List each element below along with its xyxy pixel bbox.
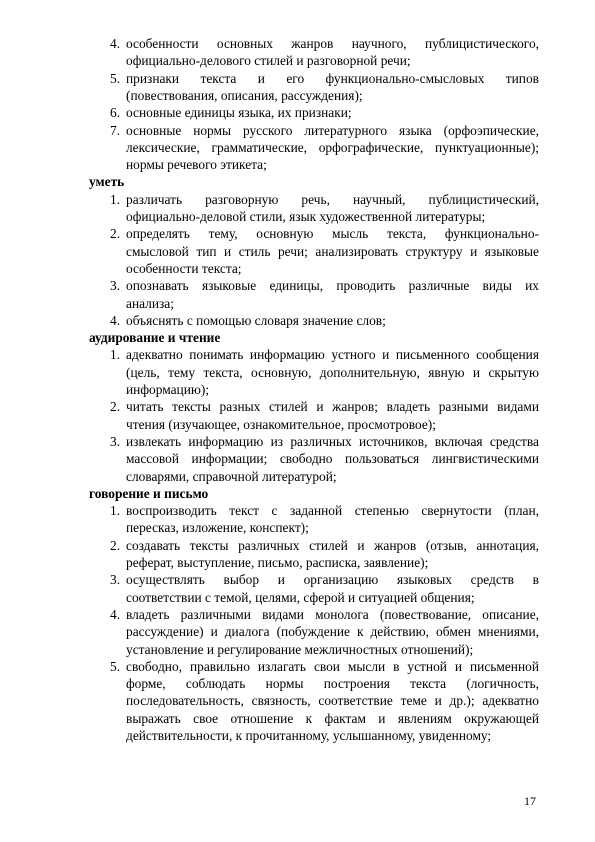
list-item-text: смысловой тип и стиль речи; анализировать структуру и языковые [126, 243, 539, 259]
list-item-line [89, 416, 539, 433]
list-item-line [89, 606, 539, 623]
list-item-text: чтения (изучающее, ознакомительное, просмотровое); [126, 416, 436, 432]
list-item-line [89, 35, 539, 52]
list-item-number: 2. [110, 537, 121, 553]
list-item-line [89, 675, 539, 692]
list-item-text: особенности текста; [126, 260, 242, 276]
list-item-text: установление и регулирование межличностных отношений); [126, 641, 474, 657]
list-item-number: 6. [110, 105, 121, 121]
list-item-line [89, 87, 539, 104]
section-heading: уметь [89, 174, 125, 190]
list-item-text: осуществлять выбор и организацию языковых средств в [126, 572, 539, 588]
list-item-text: (цель, тему текста, основную, дополнительную, явную и скрытую [126, 364, 539, 380]
list-item-number: 1. [110, 347, 121, 363]
list-item-text: выражать свое отношение к фактам и явлениям окружающей [126, 710, 539, 726]
section-heading: аудирование и чтение [89, 330, 221, 346]
list-item-text: официально-деловой стили, язык художественной литературы; [126, 209, 486, 224]
list-item-number: 4. [110, 606, 121, 622]
list-item-text: рассуждение) и диалога (побуждение к действию, обмен мнениями, [126, 624, 539, 640]
list-item-text: соответствии с темой, целями, сферой и ситуацией общения; [126, 589, 475, 605]
list-item-text: словарями, справочной литературой; [126, 468, 337, 484]
list-item-line [89, 554, 539, 571]
list-item-line [89, 468, 539, 485]
list-item-text: основные единицы языка, их признаки; [126, 105, 352, 121]
list-item-line [89, 641, 539, 658]
list-item-number: 3. [110, 278, 121, 294]
list-item-line [89, 537, 539, 554]
list-item-line [89, 346, 539, 363]
list-item-line [89, 70, 539, 87]
list-item-number: 3. [110, 433, 121, 449]
list-item-number: 2. [110, 226, 121, 242]
list-item-text: извлекать информацию из различных источников, включая средства [126, 433, 539, 449]
list-item-number: 7. [110, 122, 121, 138]
list-item-line [89, 658, 539, 675]
list-item-line [89, 52, 539, 69]
list-item-text: официально-делового стилей и разговорной речи; [126, 53, 411, 69]
list-item-line [89, 398, 539, 415]
list-item-line [89, 122, 539, 139]
list-item-line [89, 502, 539, 519]
list-item-text: лексические, грамматические, орфографические, пунктуационные); [126, 139, 539, 155]
list-item-text: признаки текста и его функционально-смысловых типов [126, 70, 539, 86]
list-item-text: свободно, правильно излагать свои мысли в устной и письменной [126, 658, 539, 674]
list-item-text: создавать тексты различных стилей и жанров (отзыв, аннотация, [126, 537, 539, 553]
list-item-number: 5. [110, 70, 121, 86]
list-item-text: опознавать языковые единицы, проводить различные виды их [126, 278, 539, 294]
list-item-number: 3. [110, 572, 121, 588]
list-item-number: 4. [110, 36, 121, 51]
list-item-text: пересказ, изложение, конспект); [126, 520, 309, 536]
list-item-line [89, 104, 539, 121]
list-item-text: основные нормы русского литературного языка (орфоэпические, [126, 122, 539, 138]
list-item-line [89, 727, 539, 744]
list-item-line [89, 623, 539, 640]
list-item-text: форме, соблюдать нормы построения текста (логичность, [126, 676, 539, 692]
list-item-line [89, 277, 539, 294]
list-item-line [89, 364, 539, 381]
list-item-line [89, 692, 539, 709]
list-item-line [89, 260, 539, 277]
list-item-text: (повествования, описания, рассуждения); [126, 87, 363, 103]
list-item-line [89, 243, 539, 260]
list-item-line [89, 139, 539, 156]
list-item-text: информацию); [126, 382, 210, 397]
list-item-number: 1. [110, 191, 121, 207]
list-item-line [89, 433, 539, 450]
list-item-text: различать разговорную речь, научный, публицистический, [126, 191, 539, 207]
list-item-line [89, 519, 539, 536]
list-item-number: 1. [110, 503, 121, 519]
list-item-text: адекватно понимать информацию устного и письменного сообщения [126, 347, 539, 363]
list-item-text: владеть различными видами монолога (повествование, описание, [126, 606, 539, 622]
list-item-text: объяснять с помощью словаря значение слов; [126, 312, 386, 328]
list-item-text: определять тему, основную мысль текста, функционально- [126, 226, 539, 242]
list-item-line [89, 450, 539, 467]
list-item-line [89, 225, 539, 242]
list-item-text: действительности, к прочитанному, услышанному, увиденному; [126, 728, 492, 743]
list-item-number: 5. [110, 658, 121, 674]
list-item-line [89, 312, 539, 329]
list-item-text: нормы речевого этикета; [126, 157, 267, 173]
list-item-line [89, 571, 539, 588]
list-item-line [89, 191, 539, 208]
list-item-line [89, 710, 539, 727]
list-item-line [89, 208, 539, 225]
list-item-line [89, 156, 539, 173]
list-item-line [89, 295, 539, 312]
page-number: 17 [524, 794, 536, 808]
section-heading: говорение и письмо [89, 485, 209, 501]
list-item-text: массовой информации; свободно пользоваться лингвистическими [126, 451, 539, 467]
list-item-text: анализа; [126, 295, 174, 311]
list-item-text: читать тексты разных стилей и жанров; владеть разными видами [126, 399, 539, 415]
list-item-text: реферат, выступление, письмо, расписка, заявление); [126, 555, 429, 570]
list-item-line [89, 381, 539, 398]
list-item-number: 4. [110, 312, 121, 328]
list-item-line [89, 589, 539, 606]
list-item-text: последовательность, связность, соответствие теме и др.); адекватно [126, 693, 539, 709]
list-item-text: особенности основных жанров научного, публицистического, [126, 36, 539, 51]
list-item-text: воспроизводить текст с заданной степенью свернутости (план, [126, 503, 539, 519]
list-item-number: 2. [110, 399, 121, 415]
